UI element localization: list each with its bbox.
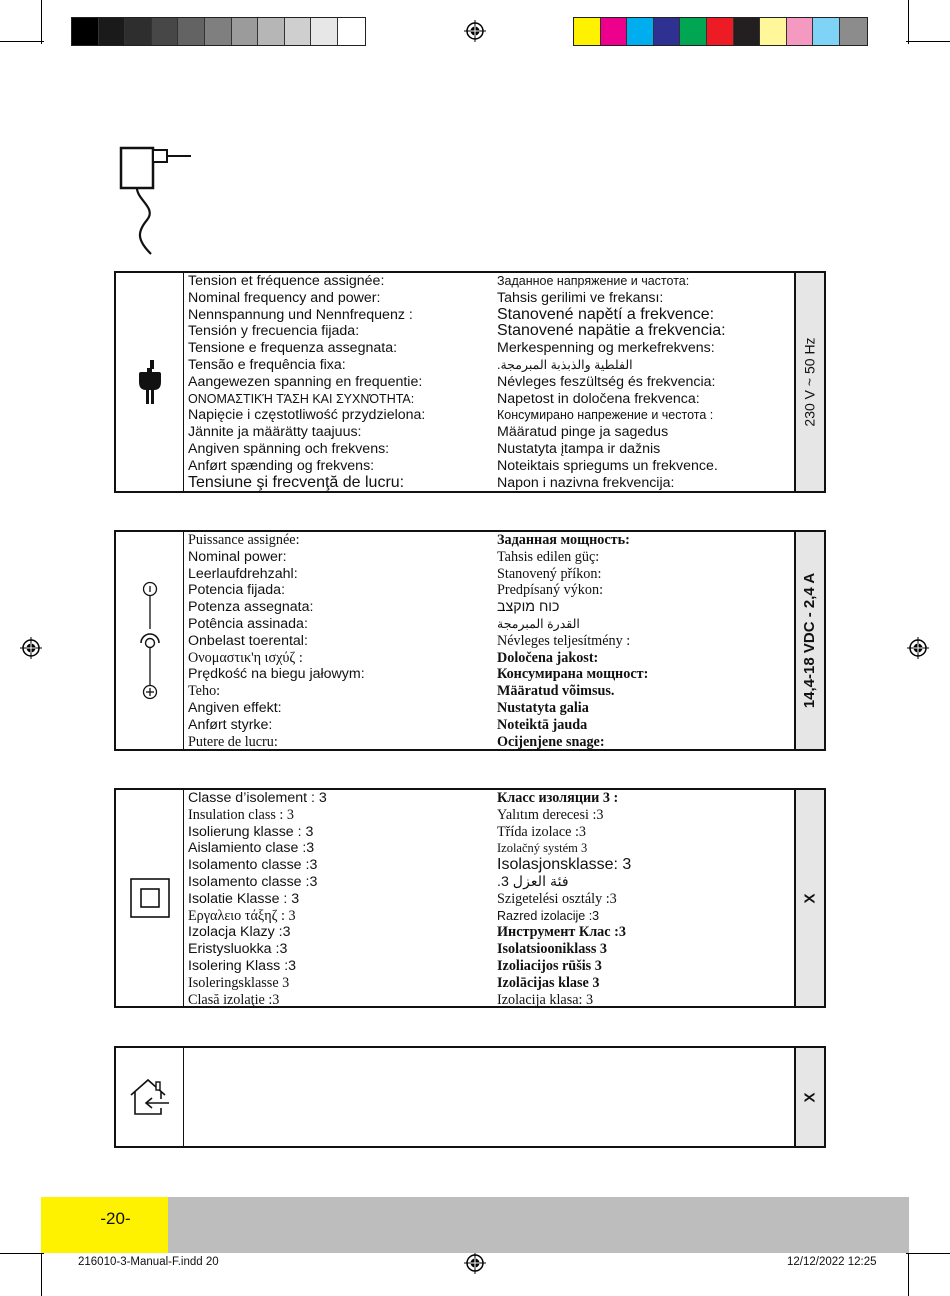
grayscale-swatch	[285, 18, 312, 45]
insulation-label: Aislamiento clase :3	[188, 840, 315, 857]
voltage-label: Merkespenning og merkefrekvens:	[497, 340, 715, 357]
voltage-labels-right	[497, 273, 726, 491]
grayscale-swatch	[178, 18, 205, 45]
insulation-label: Izolācijas klase 3	[497, 974, 600, 991]
grayscale-swatch	[258, 18, 285, 45]
insulation-class-panel	[114, 788, 826, 1008]
power-label: Stanovený příkon:	[497, 565, 602, 582]
power-label: Puissance assignée:	[188, 532, 300, 548]
power-label: Заданная мощность:	[497, 532, 630, 548]
page-number: -20-	[100, 1209, 131, 1228]
rated-power-panel	[114, 530, 826, 751]
insulation-label: Isolierung klasse : 3	[188, 823, 314, 840]
crop-mark	[0, 1253, 44, 1254]
voltage-label: Tensiune şi frecvenţă de lucru:	[188, 473, 405, 491]
power-label: Teho:	[188, 683, 221, 700]
voltage-label: Napon i nazivna frekvencija:	[497, 474, 675, 491]
process-color-swatch	[654, 18, 681, 45]
power-label: Névleges teljesítmény :	[497, 632, 631, 649]
voltage-label: Tension et fréquence assignée:	[188, 273, 385, 289]
process-color-swatch	[734, 18, 761, 45]
power-label: Putere de lucru:	[188, 733, 278, 750]
grayscale-swatch	[311, 18, 338, 45]
voltage-label: Tensão e frequência fixa:	[188, 356, 346, 373]
insulation-label: Isoleringsklasse 3	[188, 974, 290, 991]
power-label: Določena jakost:	[497, 649, 599, 666]
insulation-label: Isolamento classe :3	[188, 857, 318, 874]
process-color-bar	[573, 17, 868, 46]
grayscale-swatch	[125, 18, 152, 45]
crop-mark	[0, 41, 44, 42]
voltage-label: Stanovené napětí a frekvence:	[497, 305, 715, 323]
voltage-label: Napetost in določena frekvenca:	[497, 390, 700, 407]
grayscale-swatch	[99, 18, 126, 45]
process-color-swatch	[787, 18, 814, 45]
insulation-label: Yalıtım derecesi :3	[497, 806, 604, 823]
insulation-label: Szigetelési osztály :3	[497, 890, 617, 907]
crop-mark	[906, 41, 950, 42]
crop-mark	[41, 0, 42, 44]
voltage-label: Noteiktais spriegums un frekvence.	[497, 457, 718, 474]
indoor-use-value: X	[801, 1091, 819, 1103]
voltage-label: Aangewezen spanning en frequentie:	[188, 373, 423, 390]
insulation-label: Classe d’isolement : 3	[188, 790, 327, 806]
power-label: Potência assinada:	[188, 615, 308, 632]
power-label: Potencia fijada:	[188, 582, 286, 599]
plug-icon	[137, 360, 163, 404]
voltage-label: Tensión y frecuencia fijada:	[188, 323, 360, 340]
registration-mark-icon	[907, 637, 929, 659]
voltage-label: Консумирано напрежение и честота :	[497, 408, 714, 423]
insulation-label: فئة العزل 3.	[497, 873, 569, 890]
power-label: Angiven effekt:	[188, 699, 282, 716]
grayscale-swatch	[205, 18, 232, 45]
power-label: Määratud võimsus.	[497, 683, 615, 700]
crop-mark	[906, 1253, 950, 1254]
voltage-label: Nennspannung und Nennfrequenz :	[188, 306, 413, 323]
insulation-labels-right	[497, 790, 631, 1008]
icon-cell	[116, 1048, 184, 1146]
voltage-label: Nominal frequency and power:	[188, 289, 381, 306]
power-label: Predpísaný výkon:	[497, 582, 604, 599]
footer-grey-bar	[168, 1197, 909, 1253]
voltage-label: Tahsis gerilimi ve frekansı:	[497, 289, 664, 306]
value-cell	[794, 1048, 824, 1146]
power-label: Prędkość na biegu jałowym:	[188, 666, 365, 683]
insulation-label: Třída izolace :3	[497, 823, 587, 840]
power-label: Ονομαστικ'η ισχύζ :	[188, 649, 303, 666]
insulation-label: Isolatie Klasse : 3	[188, 890, 300, 907]
value-cell	[794, 273, 824, 491]
insulation-label: Isolering Klass :3	[188, 957, 297, 974]
voltage-label: Napięcie i częstotliwość przydzielona:	[188, 407, 426, 424]
value-cell	[794, 532, 824, 749]
grayscale-swatch	[72, 18, 99, 45]
process-color-swatch	[707, 18, 734, 45]
voltage-label: Nustatyta įtampa ir dažnis	[497, 440, 661, 457]
insulation-label: Izolacja Klazy :3	[188, 924, 291, 941]
voltage-label: الفلطية والذبذبة المبرمجة.	[497, 357, 633, 372]
insulation-label: Инструмент Клас :3	[497, 924, 626, 941]
voltage-labels-left	[188, 273, 425, 491]
voltage-label: Stanovené napätie a frekvencia:	[497, 322, 726, 340]
icon-cell	[116, 532, 184, 749]
charger-adapter-icon	[115, 140, 195, 260]
power-label: Ocijenjene snage:	[497, 733, 605, 750]
process-color-swatch	[840, 18, 867, 45]
voltage-label: Névleges feszültség és frekvencia:	[497, 373, 716, 390]
grayscale-swatch	[232, 18, 259, 45]
insulation-class-value: X	[801, 892, 819, 904]
power-label: כוח מוקצב	[497, 599, 560, 616]
process-color-swatch	[680, 18, 707, 45]
insulation-label: Izolačný systém 3	[497, 841, 588, 856]
process-color-swatch	[601, 18, 628, 45]
process-color-swatch	[574, 18, 601, 45]
rated-voltage-panel	[114, 271, 826, 493]
power-label: Noteiktā jauda	[497, 716, 588, 733]
registration-mark-icon	[464, 1252, 486, 1274]
insulation-label: Isolatsiooniklass 3	[497, 941, 607, 958]
power-label: Onbelast toerental:	[188, 632, 308, 649]
power-labels-right	[497, 532, 648, 750]
indoor-use-icon	[128, 1077, 172, 1117]
insulation-labels-left	[188, 790, 327, 1008]
insulation-label: Класс изоляции 3 :	[497, 790, 619, 806]
value-cell	[794, 790, 824, 1006]
process-color-swatch	[627, 18, 654, 45]
insulation-label: Insulation class : 3	[188, 806, 294, 823]
crop-mark	[908, 1254, 909, 1296]
power-label: Tahsis edilen güç:	[497, 548, 600, 565]
voltage-label: Tensione e frequenza assegnata:	[188, 340, 398, 357]
insulation-label: Εργαλειο τάξηζ : 3	[188, 907, 296, 924]
voltage-label: Angiven spänning och frekvens:	[188, 440, 390, 457]
power-label: Nominal power:	[188, 548, 287, 565]
print-date: 12/12/2022 12:25	[787, 1256, 877, 1268]
registration-mark-icon	[20, 637, 42, 659]
polarity-icon	[135, 581, 165, 701]
insulation-label: Razred izolacije :3	[497, 908, 600, 923]
insulation-label: Izolacija klasa: 3	[497, 991, 594, 1008]
indoor-use-panel	[114, 1046, 826, 1148]
process-color-swatch	[760, 18, 787, 45]
power-label: Anført styrke:	[188, 716, 273, 733]
power-label: Nustatyta galia	[497, 699, 589, 716]
power-label: Leerlaufdrehzahl:	[188, 565, 298, 582]
voltage-label: ΟΝΟΜΑΣΤΙΚΉ ΤΆΣΗ ΚΑΙ ΣΥΧΝΌΤΗΤΑ:	[188, 391, 415, 406]
power-labels-left	[188, 532, 365, 750]
process-color-swatch	[813, 18, 840, 45]
power-label: القدرة المبرمجة	[497, 616, 580, 631]
insulation-label: Isolamento classe :3	[188, 873, 318, 890]
icon-cell	[116, 273, 184, 491]
voltage-label: Anført spænding og frekvens:	[188, 457, 375, 474]
power-label: Консумирана мощност:	[497, 666, 649, 683]
crop-mark	[41, 1254, 42, 1296]
grayscale-swatch	[152, 18, 179, 45]
insulation-label: Eristysluokka :3	[188, 941, 288, 958]
insulation-label: Clasă izolaţie :3	[188, 991, 280, 1008]
file-slug: 216010-3-Manual-F.indd 20	[78, 1256, 219, 1268]
insulation-label: Izoliacijos rūšis 3	[497, 957, 602, 974]
rated-power-value: 14,4-18 VDC - 2,4 A	[801, 572, 819, 709]
registration-mark-icon	[464, 20, 486, 42]
power-label: Potenza assegnata:	[188, 599, 314, 616]
insulation-label: Isolasjonsklasse: 3	[497, 856, 632, 874]
grayscale-swatch	[338, 18, 365, 45]
crop-mark	[908, 0, 909, 44]
voltage-label: Заданное напряжение и частота:	[497, 274, 690, 288]
grayscale-color-bar	[71, 17, 366, 46]
rated-voltage-value: 230 V ~ 50 Hz	[802, 337, 818, 427]
double-insulation-icon	[130, 878, 170, 918]
icon-cell	[116, 790, 184, 1006]
voltage-label: Jännite ja määrätty taajuus:	[188, 424, 362, 441]
voltage-label: Määratud pinge ja sagedus	[497, 424, 669, 441]
